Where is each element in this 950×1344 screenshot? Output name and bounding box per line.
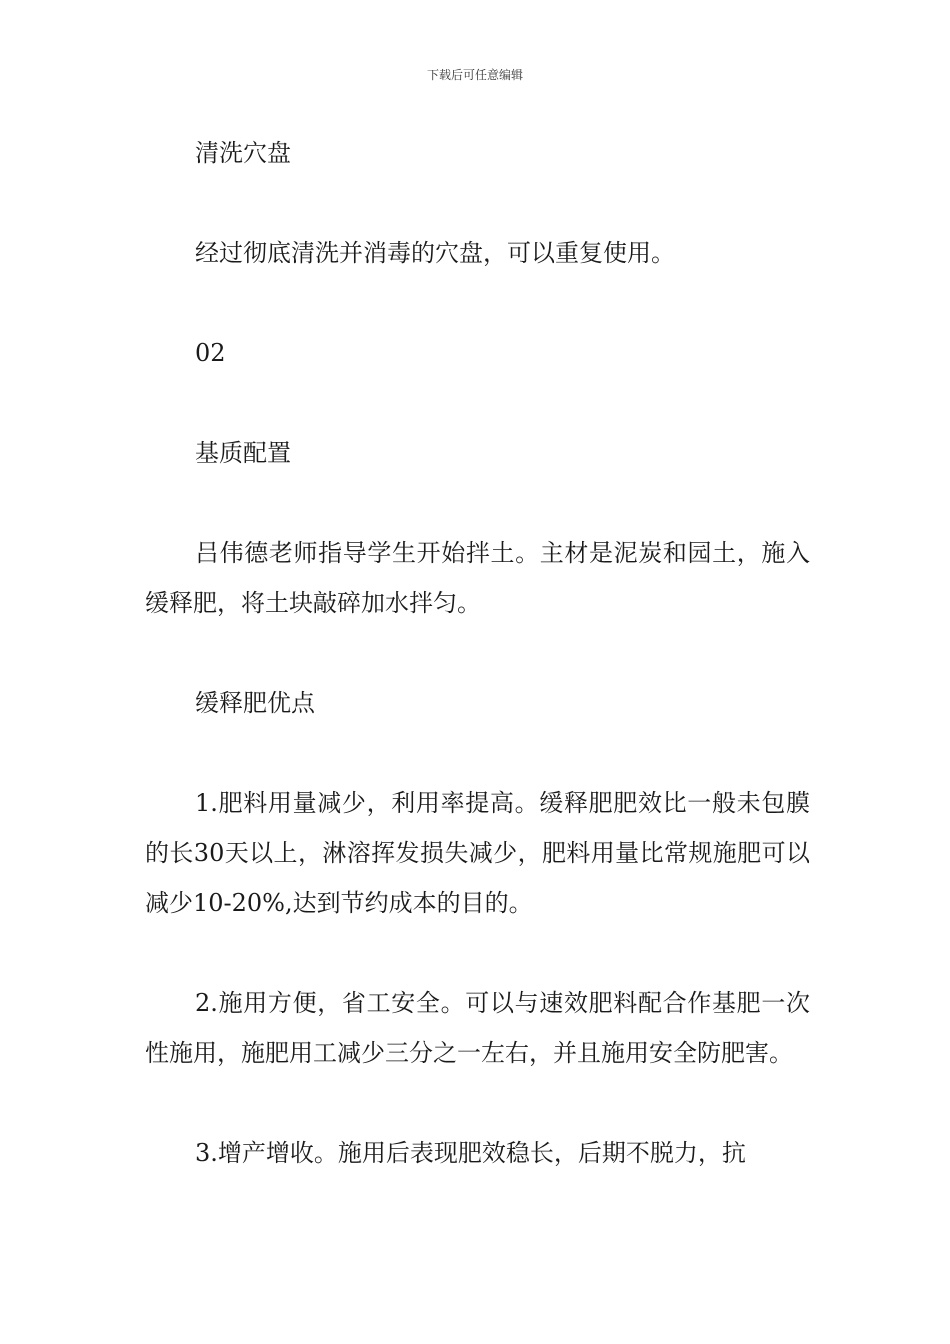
paragraph-trays-reuse: 经过彻底清洗并消毒的穴盘，可以重复使用。 xyxy=(195,239,675,267)
paragraph-heading-clean-trays: 清洗穴盘 xyxy=(195,139,291,167)
paragraph-advantage-2: 2.施用方便，省工安全。可以与速效肥料配合作基肥一次性施用，施肥用工减少三分之一左右，并且施用安全防肥害。 xyxy=(145,989,810,1067)
document-body xyxy=(145,128,810,1178)
spacer xyxy=(145,478,810,528)
paragraph-advantage-3: 3.增产增收。施用后表现肥效稳长，后期不脱力，抗 xyxy=(195,1139,746,1167)
paragraph-section-number: 02 xyxy=(195,339,226,367)
spacer xyxy=(145,928,810,978)
page-header: 下载后可任意编辑 xyxy=(426,68,523,82)
paragraph-heading-substrate: 基质配置 xyxy=(195,439,291,467)
paragraph-advantage-1: 1.肥料用量减少，利用率提高。缓释肥肥效比一般未包膜的长30天以上，淋溶挥发损失减少，肥料用量比常规施肥可以减少10-20%,达到节约成本的目的。 xyxy=(145,789,810,917)
spacer xyxy=(145,378,810,428)
paragraph-mixing-soil: 吕伟德老师指导学生开始拌土。主材是泥炭和园土，施入缓释肥，将土块敲碎加水拌匀。 xyxy=(145,539,810,617)
spacer xyxy=(145,178,810,228)
spacer xyxy=(145,1078,810,1128)
spacer xyxy=(145,278,810,328)
paragraph-heading-advantages: 缓释肥优点 xyxy=(195,689,315,717)
spacer xyxy=(145,628,810,678)
spacer xyxy=(145,728,810,778)
